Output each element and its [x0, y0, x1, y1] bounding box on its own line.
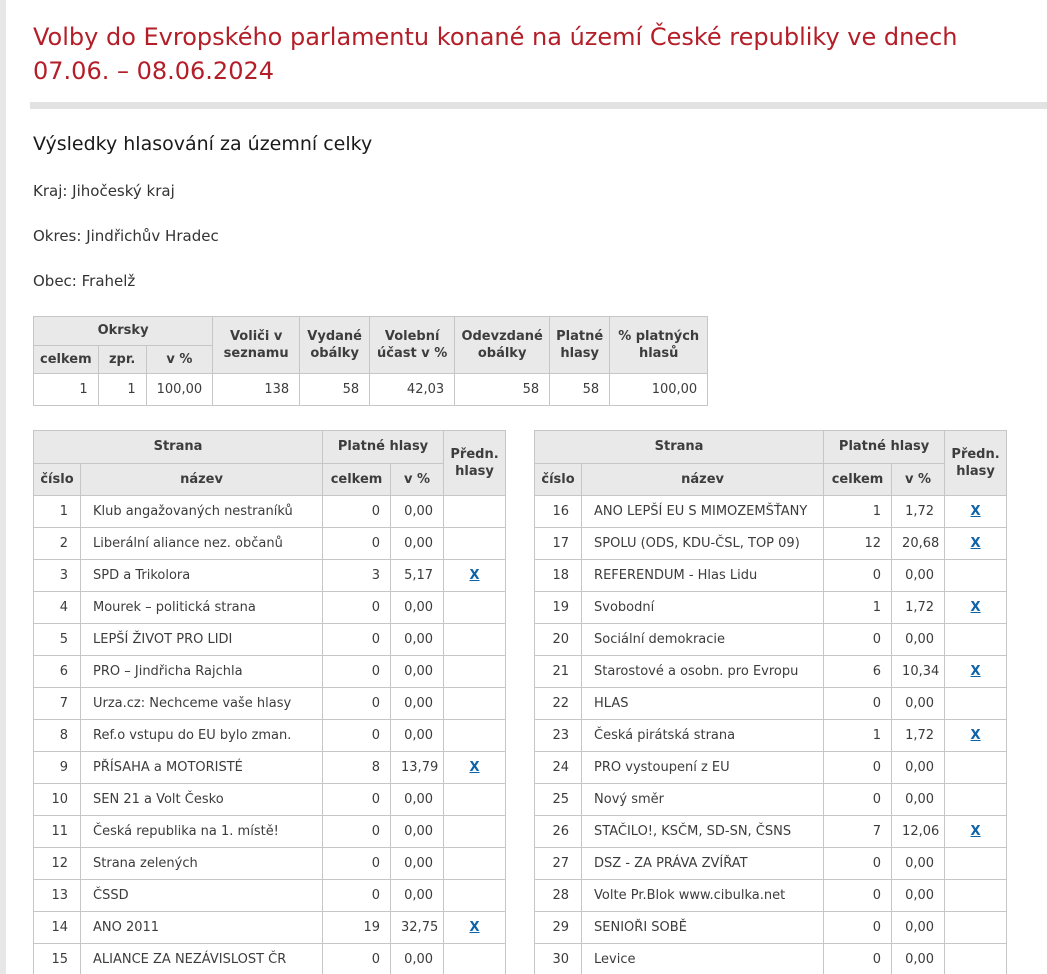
party-votes-pct: 0,00 — [391, 944, 444, 974]
okrsky-celkem-value: 1 — [34, 374, 99, 406]
party-votes-pct: 0,00 — [391, 880, 444, 912]
preferential-votes-cell — [945, 752, 1007, 784]
header-platne-hlasy: Platné hlasy — [323, 431, 444, 464]
party-number: 3 — [34, 560, 81, 592]
party-votes-total: 0 — [323, 496, 391, 528]
summary-header-platne-hlasy: Platné hlasy — [550, 317, 610, 374]
party-votes-pct: 0,00 — [391, 720, 444, 752]
party-votes-pct: 0,00 — [391, 688, 444, 720]
party-name: Urza.cz: Nechceme vaše hlasy — [81, 688, 323, 720]
party-votes-pct: 0,00 — [391, 816, 444, 848]
party-votes-pct: 1,72 — [892, 720, 945, 752]
party-votes-total: 0 — [323, 880, 391, 912]
summary-header-v-pct: v % — [146, 345, 213, 374]
party-row — [34, 720, 506, 752]
party-name: Levice — [582, 944, 824, 974]
party-row — [34, 848, 506, 880]
party-votes-pct: 0,00 — [391, 592, 444, 624]
party-votes-pct: 13,79 — [391, 752, 444, 784]
party-number: 19 — [535, 592, 582, 624]
preferential-votes-link[interactable]: X — [469, 920, 480, 936]
preferential-votes-cell — [945, 912, 1007, 944]
party-name: PRO – Jindřicha Rajchla — [81, 656, 323, 688]
preferential-votes-link[interactable]: X — [970, 728, 981, 744]
party-number: 9 — [34, 752, 81, 784]
party-number: 25 — [535, 784, 582, 816]
summary-data-row — [34, 374, 708, 406]
party-votes-pct: 0,00 — [391, 848, 444, 880]
party-row — [535, 880, 1007, 912]
preferential-votes-cell — [945, 656, 1007, 688]
preferential-votes-cell — [945, 496, 1007, 528]
party-votes-total: 0 — [824, 912, 892, 944]
party-row — [34, 496, 506, 528]
party-votes-total: 0 — [323, 784, 391, 816]
region-okres: Okres: Jindřichův Hradec — [33, 227, 219, 245]
party-row — [535, 784, 1007, 816]
party-name: HLAS — [582, 688, 824, 720]
header-celkem: celkem — [824, 463, 892, 496]
preferential-votes-cell — [945, 624, 1007, 656]
party-row — [34, 912, 506, 944]
preferential-votes-cell — [945, 944, 1007, 974]
party-votes-total: 0 — [824, 848, 892, 880]
party-votes-total: 12 — [824, 528, 892, 560]
party-votes-total: 0 — [323, 528, 391, 560]
party-votes-total: 0 — [323, 688, 391, 720]
odevzdane-obalky-value: 58 — [455, 374, 550, 406]
party-row — [535, 624, 1007, 656]
preferential-votes-cell — [444, 656, 506, 688]
preferential-votes-cell — [444, 560, 506, 592]
party-number: 20 — [535, 624, 582, 656]
preferential-votes-cell — [444, 784, 506, 816]
party-votes-pct: 32,75 — [391, 912, 444, 944]
party-votes-total: 1 — [824, 496, 892, 528]
party-votes-pct: 0,00 — [391, 624, 444, 656]
preferential-votes-link[interactable]: X — [970, 664, 981, 680]
summary-header-vydane-obalky: Vydané obálky — [300, 317, 370, 374]
party-number: 24 — [535, 752, 582, 784]
party-row — [535, 560, 1007, 592]
party-name: ČSSD — [81, 880, 323, 912]
party-votes-pct: 1,72 — [892, 592, 945, 624]
party-votes-total: 7 — [824, 816, 892, 848]
preferential-votes-link[interactable]: X — [970, 536, 981, 552]
party-row — [535, 720, 1007, 752]
party-row — [34, 688, 506, 720]
party-votes-total: 0 — [323, 848, 391, 880]
preferential-votes-cell — [444, 688, 506, 720]
preferential-votes-cell — [444, 496, 506, 528]
party-row — [535, 688, 1007, 720]
party-name: PŘÍSAHA a MOTORISTÉ — [81, 752, 323, 784]
party-votes-pct: 0,00 — [892, 880, 945, 912]
party-row — [34, 752, 506, 784]
summary-header-celkem: celkem — [34, 345, 99, 374]
party-number: 7 — [34, 688, 81, 720]
party-votes-total: 0 — [323, 624, 391, 656]
party-number: 21 — [535, 656, 582, 688]
section-divider — [30, 102, 1047, 109]
party-votes-pct: 0,00 — [892, 784, 945, 816]
party-row — [535, 592, 1007, 624]
preferential-votes-cell — [945, 720, 1007, 752]
header-strana: Strana — [34, 431, 323, 464]
preferential-votes-cell — [444, 912, 506, 944]
party-votes-total: 3 — [323, 560, 391, 592]
party-votes-total: 1 — [824, 592, 892, 624]
preferential-votes-link[interactable]: X — [970, 600, 981, 616]
party-number: 18 — [535, 560, 582, 592]
header-predn-hlasy: Předn. hlasy — [945, 431, 1007, 496]
party-votes-pct: 0,00 — [391, 784, 444, 816]
party-votes-total: 0 — [824, 752, 892, 784]
party-tables-container — [33, 430, 1047, 974]
summary-header-volici: Voliči v seznamu — [213, 317, 300, 374]
party-number: 6 — [34, 656, 81, 688]
ucast-value: 42,03 — [370, 374, 455, 406]
party-row — [34, 624, 506, 656]
party-row — [535, 816, 1007, 848]
preferential-votes-cell — [945, 816, 1007, 848]
preferential-votes-cell — [444, 880, 506, 912]
preferential-votes-cell — [945, 592, 1007, 624]
party-name: SENIOŘI SOBĚ — [582, 912, 824, 944]
party-name: Strana zelených — [81, 848, 323, 880]
preferential-votes-cell — [945, 528, 1007, 560]
party-name: SEN 21 a Volt Česko — [81, 784, 323, 816]
party-number: 1 — [34, 496, 81, 528]
party-name: Sociální demokracie — [582, 624, 824, 656]
party-number: 8 — [34, 720, 81, 752]
party-name: ALIANCE ZA NEZÁVISLOST ČR — [81, 944, 323, 974]
party-votes-pct: 1,72 — [892, 496, 945, 528]
preferential-votes-cell — [444, 848, 506, 880]
header-strana: Strana — [535, 431, 824, 464]
party-name: Klub angažovaných nestraníků — [81, 496, 323, 528]
party-votes-pct: 5,17 — [391, 560, 444, 592]
party-name: DSZ - ZA PRÁVA ZVÍŘAT — [582, 848, 824, 880]
party-row — [535, 528, 1007, 560]
party-votes-total: 0 — [824, 688, 892, 720]
preferential-votes-link[interactable]: X — [469, 760, 480, 776]
party-table-right — [534, 430, 1007, 974]
preferential-votes-cell — [444, 752, 506, 784]
party-name: REFERENDUM - Hlas Lidu — [582, 560, 824, 592]
party-number: 4 — [34, 592, 81, 624]
party-row — [34, 656, 506, 688]
party-name: STAČILO!, KSČM, SD-SN, ČSNS — [582, 816, 824, 848]
party-votes-pct: 0,00 — [391, 528, 444, 560]
summary-header-ucast: Volební účast v % — [370, 317, 455, 374]
preferential-votes-cell — [444, 624, 506, 656]
party-name: Svobodní — [582, 592, 824, 624]
region-obec: Obec: Frahelž — [33, 272, 136, 290]
preferential-votes-cell — [945, 784, 1007, 816]
party-votes-pct: 0,00 — [391, 496, 444, 528]
party-name: Ref.o vstupu do EU bylo zman. — [81, 720, 323, 752]
party-number: 2 — [34, 528, 81, 560]
party-name: ANO LEPŠÍ EU S MIMOZEMŠŤANY — [582, 496, 824, 528]
header-nazev: název — [81, 463, 323, 496]
party-number: 12 — [34, 848, 81, 880]
summary-header-zpr: zpr. — [98, 345, 146, 374]
party-votes-total: 1 — [824, 720, 892, 752]
preferential-votes-cell — [444, 592, 506, 624]
header-celkem: celkem — [323, 463, 391, 496]
party-row — [535, 848, 1007, 880]
preferential-votes-link[interactable]: X — [970, 824, 981, 840]
party-row — [535, 752, 1007, 784]
party-row — [34, 528, 506, 560]
party-votes-total: 0 — [323, 592, 391, 624]
party-votes-total: 0 — [824, 784, 892, 816]
party-name: Česká pirátská strana — [582, 720, 824, 752]
party-number: 17 — [535, 528, 582, 560]
party-number: 28 — [535, 880, 582, 912]
party-votes-pct: 0,00 — [892, 560, 945, 592]
party-row — [535, 944, 1007, 974]
region-kraj: Kraj: Jihočeský kraj — [33, 182, 175, 200]
party-votes-total: 0 — [323, 816, 391, 848]
party-row — [34, 592, 506, 624]
party-name: LEPŠÍ ŽIVOT PRO LIDI — [81, 624, 323, 656]
party-row — [535, 912, 1007, 944]
summary-header-odevzdane-obalky: Odevzdané obálky — [455, 317, 550, 374]
summary-header-pct-platnych: % platných hlasů — [610, 317, 708, 374]
preferential-votes-cell — [444, 720, 506, 752]
header-predn-hlasy: Předn. hlasy — [444, 431, 506, 496]
summary-header-okrsky: Okrsky — [34, 317, 213, 346]
party-votes-pct: 0,00 — [892, 624, 945, 656]
party-number: 29 — [535, 912, 582, 944]
party-row — [34, 944, 506, 974]
preferential-votes-cell — [945, 880, 1007, 912]
section-subtitle: Výsledky hlasování za územní celky — [33, 133, 373, 155]
party-name: Liberální aliance nez. občanů — [81, 528, 323, 560]
party-number: 11 — [34, 816, 81, 848]
party-votes-total: 0 — [824, 944, 892, 974]
header-nazev: název — [582, 463, 824, 496]
preferential-votes-cell — [945, 848, 1007, 880]
party-votes-pct: 10,34 — [892, 656, 945, 688]
results-page — [33, 20, 1047, 974]
preferential-votes-cell — [444, 528, 506, 560]
party-votes-pct: 20,68 — [892, 528, 945, 560]
party-row — [34, 880, 506, 912]
preferential-votes-cell — [945, 688, 1007, 720]
party-number: 22 — [535, 688, 582, 720]
party-votes-total: 8 — [323, 752, 391, 784]
party-votes-total: 0 — [323, 944, 391, 974]
party-name: PRO vystoupení z EU — [582, 752, 824, 784]
party-number: 13 — [34, 880, 81, 912]
party-name: Mourek – politická strana — [81, 592, 323, 624]
preferential-votes-link[interactable]: X — [469, 568, 480, 584]
party-votes-pct: 0,00 — [892, 944, 945, 974]
party-number: 26 — [535, 816, 582, 848]
pct-platnych-value: 100,00 — [610, 374, 708, 406]
party-votes-total: 0 — [323, 720, 391, 752]
party-votes-pct: 0,00 — [892, 752, 945, 784]
party-name: Nový směr — [582, 784, 824, 816]
party-votes-pct: 12,06 — [892, 816, 945, 848]
party-name: ANO 2011 — [81, 912, 323, 944]
party-row — [34, 784, 506, 816]
party-votes-total: 0 — [323, 656, 391, 688]
party-votes-total: 0 — [824, 624, 892, 656]
vydane-obalky-value: 58 — [300, 374, 370, 406]
party-votes-total: 0 — [824, 880, 892, 912]
party-row — [34, 560, 506, 592]
volici-value: 138 — [213, 374, 300, 406]
preferential-votes-cell — [444, 816, 506, 848]
header-cislo: číslo — [535, 463, 582, 496]
page-left-margin-strip — [0, 0, 6, 974]
party-row — [535, 496, 1007, 528]
party-votes-total: 0 — [824, 560, 892, 592]
party-name: SPD a Trikolora — [81, 560, 323, 592]
party-number: 16 — [535, 496, 582, 528]
party-number: 30 — [535, 944, 582, 974]
header-platne-hlasy: Platné hlasy — [824, 431, 945, 464]
party-votes-pct: 0,00 — [892, 688, 945, 720]
party-number: 27 — [535, 848, 582, 880]
okrsky-pct-value: 100,00 — [146, 374, 213, 406]
party-name: Volte Pr.Blok www.cibulka.net — [582, 880, 824, 912]
party-number: 23 — [535, 720, 582, 752]
preferential-votes-link[interactable]: X — [970, 504, 981, 520]
summary-table — [33, 316, 708, 406]
party-name: SPOLU (ODS, KDU-ČSL, TOP 09) — [582, 528, 824, 560]
party-votes-pct: 0,00 — [391, 656, 444, 688]
party-votes-pct: 0,00 — [892, 912, 945, 944]
preferential-votes-cell — [945, 560, 1007, 592]
platne-hlasy-value: 58 — [550, 374, 610, 406]
party-number: 10 — [34, 784, 81, 816]
party-table-left — [33, 430, 506, 974]
header-v-pct: v % — [892, 463, 945, 496]
preferential-votes-cell — [444, 944, 506, 974]
okrsky-zpr-value: 1 — [98, 374, 146, 406]
party-row — [535, 656, 1007, 688]
party-number: 5 — [34, 624, 81, 656]
party-name: Česká republika na 1. místě! — [81, 816, 323, 848]
party-row — [34, 816, 506, 848]
header-cislo: číslo — [34, 463, 81, 496]
party-votes-pct: 0,00 — [892, 848, 945, 880]
party-number: 15 — [34, 944, 81, 974]
page-title: Volby do Evropského parlamentu konané na území České republiky ve dnech 07.06. – 08.06.2024 — [33, 23, 958, 85]
party-votes-total: 6 — [824, 656, 892, 688]
party-name: Starostové a osobn. pro Evropu — [582, 656, 824, 688]
party-number: 14 — [34, 912, 81, 944]
party-votes-total: 19 — [323, 912, 391, 944]
header-v-pct: v % — [391, 463, 444, 496]
